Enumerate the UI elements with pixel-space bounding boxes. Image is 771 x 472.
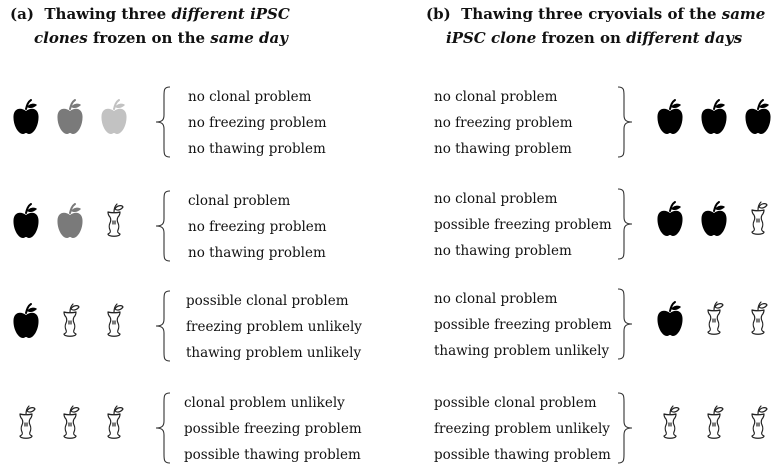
apple-core-icon: [56, 404, 84, 442]
statement-list: [188, 188, 327, 266]
apple-group: [656, 194, 771, 250]
apple-group: [656, 398, 771, 454]
apple-core-icon: [744, 300, 771, 338]
freezing-statement: possible freezing problem: [184, 421, 362, 437]
panel-b-title: [426, 2, 765, 50]
thawing-statement: no thawing problem: [188, 245, 326, 261]
apple-core-icon: [700, 404, 728, 442]
apple-core-icon: [100, 202, 128, 240]
clonal-statement: no clonal problem: [434, 191, 558, 207]
apple-group: [12, 296, 132, 352]
freezing-statement: possible freezing problem: [434, 317, 612, 333]
panel-a-title-line-1: [10, 2, 290, 26]
apple-core-icon: [744, 404, 771, 442]
apple-core-icon: [100, 404, 128, 442]
apple-core-icon: [56, 302, 84, 340]
statement-list: [434, 186, 612, 264]
panel-b-title-part: different days: [626, 29, 743, 47]
clonal-statement: no clonal problem: [434, 89, 558, 105]
black-apple-icon: [744, 98, 771, 136]
apple-group: [656, 92, 771, 148]
freezing-statement: no freezing problem: [188, 219, 327, 235]
panel-b-title-part: Thawing three cryovials of the: [461, 5, 722, 23]
panel-a-title-part: frozen on the: [87, 29, 211, 47]
apple-group: [656, 294, 771, 350]
black-apple-icon: [656, 98, 684, 136]
apple-core-icon: [12, 404, 40, 442]
panel-a-title-part: different iPSC: [171, 5, 290, 23]
freezing-statement: no freezing problem: [434, 115, 573, 131]
right-brace: [616, 286, 634, 362]
thawing-statement: no thawing problem: [188, 141, 326, 157]
panel-b-title-part: same: [721, 5, 766, 23]
thawing-statement: thawing problem unlikely: [186, 345, 362, 361]
right-brace: [616, 390, 634, 466]
apple-core-icon: [700, 300, 728, 338]
panel-b-title-part: iPSC clone: [446, 29, 537, 47]
black-apple-icon: [12, 202, 40, 240]
clonal-statement: no clonal problem: [434, 291, 558, 307]
apple-core-icon: [744, 200, 771, 238]
clonal-statement: possible clonal problem: [434, 395, 597, 411]
black-apple-icon: [656, 300, 684, 338]
black-apple-icon: [700, 98, 728, 136]
black-apple-icon: [12, 98, 40, 136]
black-apple-icon: [700, 200, 728, 238]
left-brace: [154, 188, 172, 264]
panel-a-title-part: Thawing three: [44, 5, 172, 23]
thawing-statement: no thawing problem: [434, 141, 572, 157]
right-brace: [616, 186, 634, 262]
left-brace: [154, 390, 172, 466]
panel-a-label: (a): [10, 5, 34, 23]
panel-b-title-line-1: [426, 2, 765, 26]
black-apple-icon: [12, 302, 40, 340]
statement-list: [434, 286, 612, 364]
panel-a-title: [10, 2, 290, 50]
apple-core-icon: [656, 404, 684, 442]
thawing-statement: no thawing problem: [434, 243, 572, 259]
thawing-statement: thawing problem unlikely: [434, 343, 610, 359]
apple-group: [12, 92, 132, 148]
panel-a-title-part: clones: [34, 29, 88, 47]
statement-list: [186, 288, 362, 366]
freezing-statement: no freezing problem: [188, 115, 327, 131]
statement-list: [188, 84, 327, 162]
left-brace: [154, 288, 172, 364]
clonal-statement: clonal problem unlikely: [184, 395, 345, 411]
statement-list: [434, 390, 611, 468]
freezing-statement: freezing problem unlikely: [434, 421, 610, 437]
freezing-statement: freezing problem unlikely: [186, 319, 362, 335]
statement-list: [434, 84, 573, 162]
dark-gray-apple-icon: [56, 202, 84, 240]
panel-a-title-part: same day: [210, 29, 288, 47]
statement-list: [184, 390, 362, 468]
apple-core-icon: [100, 302, 128, 340]
left-brace: [154, 84, 172, 160]
clonal-statement: no clonal problem: [188, 89, 312, 105]
thawing-statement: possible thawing problem: [184, 447, 361, 463]
panel-b-title-part: frozen on: [536, 29, 627, 47]
panel-b-title-line-2: [426, 26, 765, 50]
apple-group: [12, 398, 132, 454]
clonal-statement: clonal problem: [188, 193, 291, 209]
apple-group: [12, 196, 132, 252]
freezing-statement: possible freezing problem: [434, 217, 612, 233]
panel-a-title-line-2: [10, 26, 290, 50]
clonal-statement: possible clonal problem: [186, 293, 349, 309]
thawing-statement: possible thawing problem: [434, 447, 611, 463]
black-apple-icon: [656, 200, 684, 238]
right-brace: [616, 84, 634, 160]
panel-b-label: (b): [426, 5, 451, 23]
dark-gray-apple-icon: [56, 98, 84, 136]
light-gray-apple-icon: [100, 98, 128, 136]
